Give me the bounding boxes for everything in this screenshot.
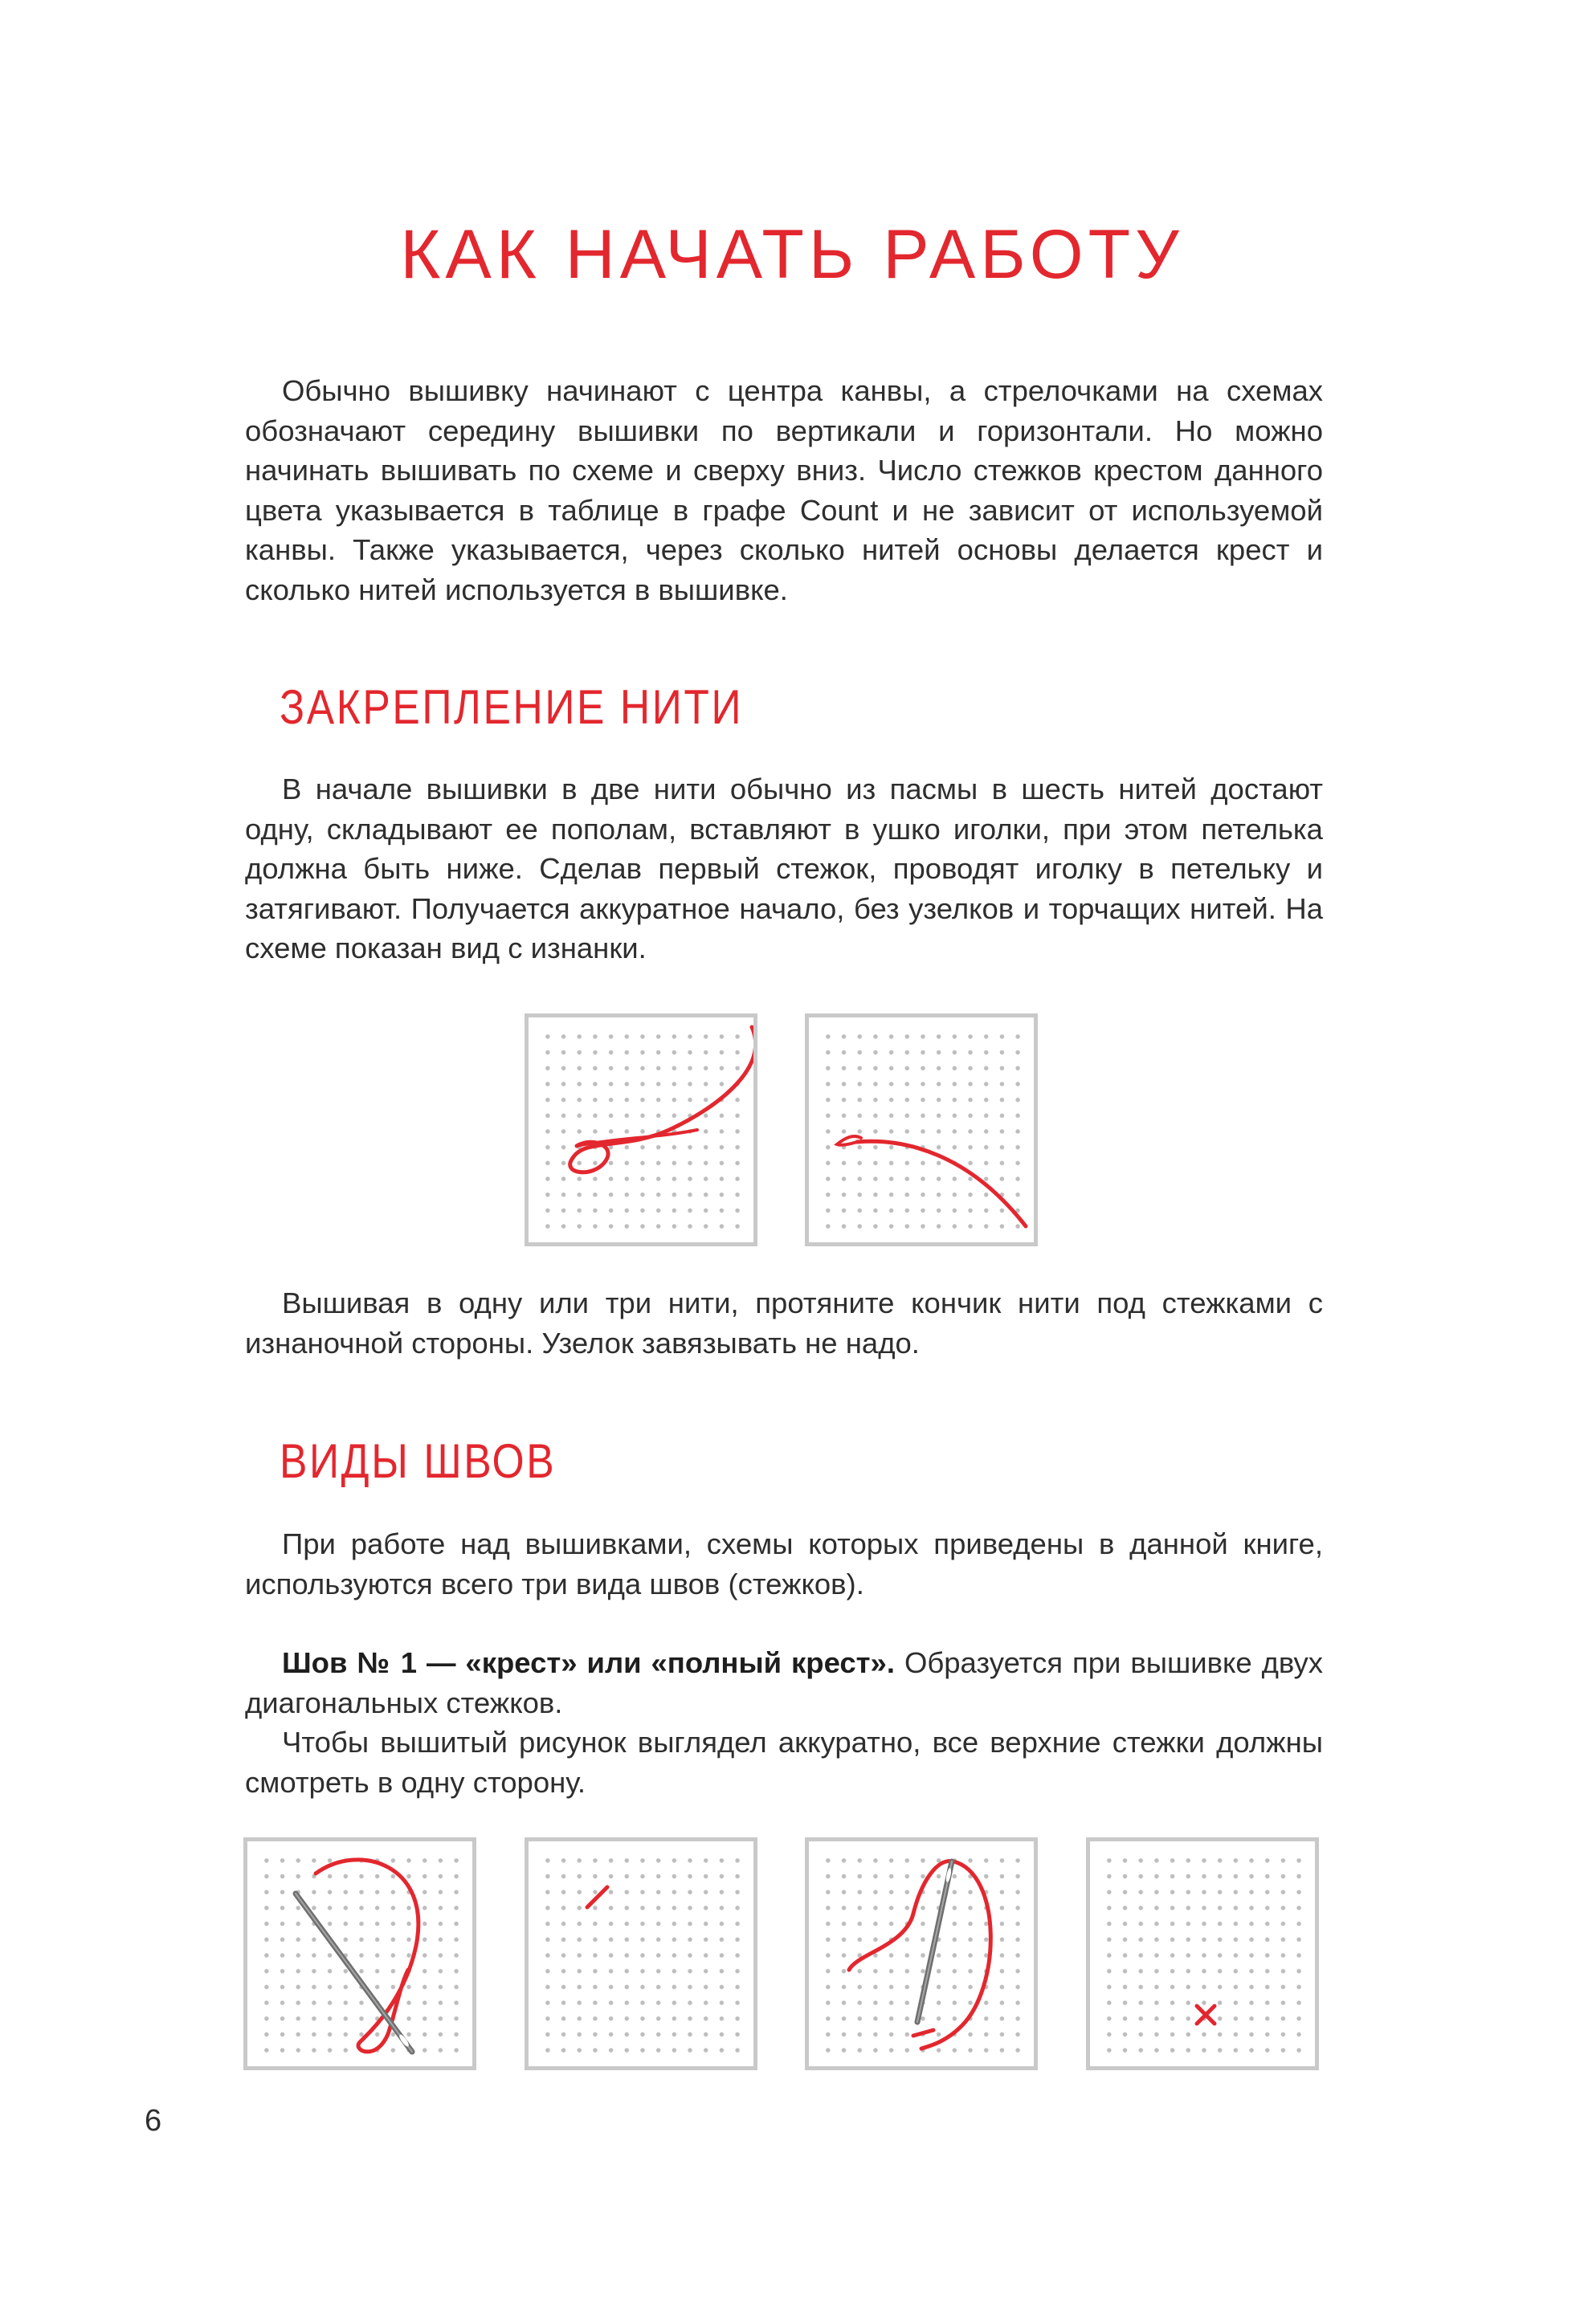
stitch1-paragraph xyxy=(245,1643,1323,1723)
thread-loop-drawing xyxy=(529,1017,753,1242)
stitch-step4-drawing xyxy=(1090,1841,1315,2066)
thread-loop-diagram xyxy=(525,1013,757,1246)
stitches-paragraph: При работе над вышивками, схемы которых приведены в данной книге, используются всего три вида швов (стежков). xyxy=(245,1527,1323,1600)
thread-note-paragraph: Вышивая в одну или три нити, протяните кончик нити под стежками с изнаночной стороны. Узелок завязывать не надо. xyxy=(245,1286,1323,1360)
page-number: 6 xyxy=(145,2104,162,2138)
section-heading-stitches: ВИДЫ ШВОВ xyxy=(280,1434,557,1488)
thread-paragraph: В начале вышивки в две нити обычно из пасмы в шесть нитей достают одну, складывают ее пополам, вставляют в ушко иголки, при этом петелька должна быть ниже. Сделав первый стежок, проводят иголку в петельку и затягивают. Получается аккуратное начало, без узелков и торчащих нитей. На схеме показан вид с изнанки. xyxy=(245,773,1323,964)
thread-pulled-diagram xyxy=(805,1013,1038,1246)
stitch-step1-drawing xyxy=(247,1841,472,2066)
page-title: КАК НАЧАТЬ РАБОТУ xyxy=(400,216,1184,293)
stitch1-note-paragraph: Чтобы вышитый рисунок выглядел аккуратно, все верхние стежки должны смотреть в одну сторону. xyxy=(245,1726,1323,1799)
section-heading-thread: ЗАКРЕПЛЕНИЕ НИТИ xyxy=(280,680,744,734)
stitch1-description: Образуется при вышивке двух диагональных стежков. xyxy=(245,1646,1324,1719)
stitch-step3-drawing xyxy=(809,1841,1034,2066)
stitch-step2-diagram xyxy=(525,1837,757,2070)
stitch-step4-diagram xyxy=(1086,1837,1319,2070)
thread-pulled-drawing xyxy=(809,1017,1034,1242)
stitch-step1-diagram xyxy=(243,1837,476,2070)
stitch-step3-diagram xyxy=(805,1837,1038,2070)
intro-paragraph: Обычно вышивку начинают с центра канвы, а стрелочками на схемах обозначают середину вышивки по вертикали и горизонтали. Но можно начинать вышивать по схеме и сверху вниз. Число стежков крестом данного цвета указывается в таблице в графе Count и не зависит от используемой канвы. Также указывается, через сколько нитей основы делается крест и сколько нитей используется в вышивке. xyxy=(245,374,1323,606)
stitch-step2-drawing xyxy=(529,1841,753,2066)
stitch1-title: Шов № 1 — «крест» или «полный крест». xyxy=(282,1646,896,1679)
